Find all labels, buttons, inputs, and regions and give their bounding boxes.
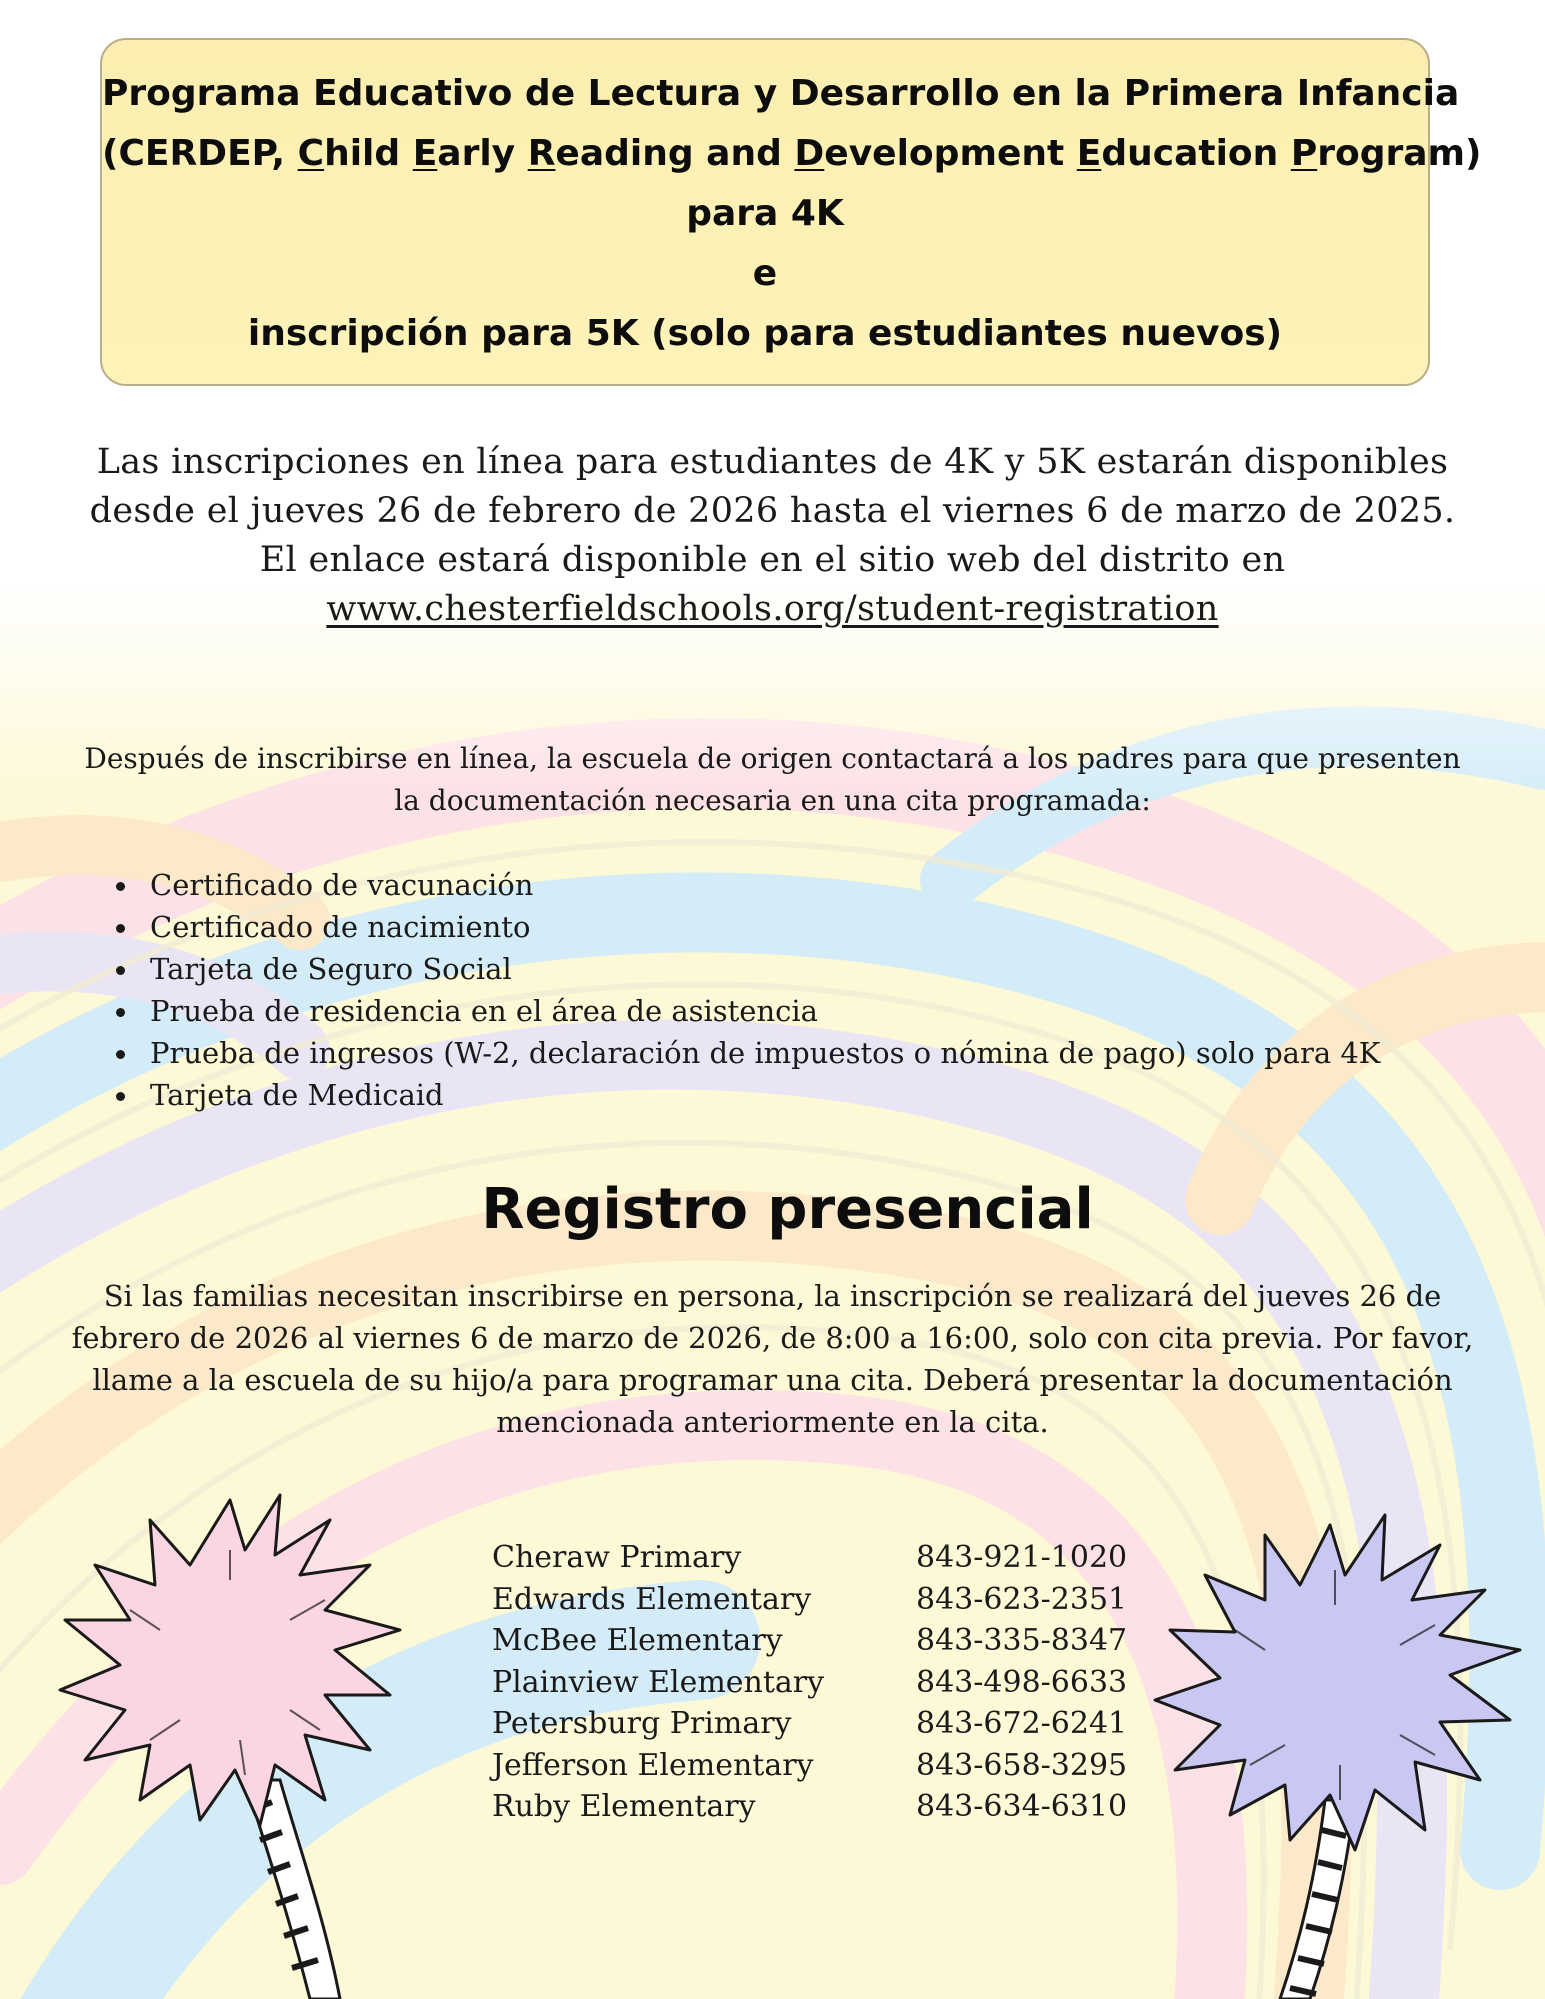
- school-name: Plainview Elementary: [492, 1664, 825, 1700]
- document-list-item: Prueba de residencia en el área de asistencia: [110, 990, 1530, 1032]
- school-phone: 843-498-6633: [916, 1664, 1128, 1700]
- school-row: [492, 1537, 1172, 1579]
- school-phone: 843-335-8347: [916, 1623, 1128, 1658]
- school-name: Cheraw Primary: [492, 1540, 742, 1575]
- acronym-word: [413, 133, 528, 174]
- in-person-paragraph: Si las familias necesitan inscribirse en persona, la inscripción se realizará del jueves 26 de febrero de 2026 al viernes 6 de marzo de 2026, de 8:00 a 16:00, solo con cita previa. Por favor, llame a la escuela de su hijo/a para programar una cita. Deberá presentar la documentación mencionada anteriormente en la cita.: [71, 1279, 1474, 1439]
- school-phone-list: [492, 1537, 1172, 1828]
- acronym-word: [528, 133, 795, 174]
- title-line-1: Programa Educativo de Lectura y Desarrollo en la Primera Infancia: [102, 73, 1460, 114]
- in-person-heading: Registro presencial: [481, 1177, 1094, 1242]
- school-row: [492, 1579, 1172, 1621]
- acronym-initial: R: [527, 133, 556, 174]
- acronym-word-rest: rogram): [1317, 133, 1482, 174]
- after-registration-paragraph: Después de inscribirse en línea, la escuela de origen contactará a los padres para que presenten la documentación necesaria en una cita programada:: [84, 742, 1461, 817]
- document-list-item: Tarjeta de Seguro Social: [110, 948, 1530, 990]
- acronym-word-rest: ducation: [1101, 133, 1291, 174]
- lavender-truffula-tree-illustration: [1150, 1500, 1545, 1999]
- acronym-word-rest: eading and: [555, 133, 795, 174]
- acronym-initial: D: [794, 133, 825, 174]
- title-line-2: [102, 124, 1482, 184]
- school-name: Edwards Elementary: [492, 1581, 812, 1617]
- program-title-box: [100, 38, 1482, 386]
- school-row: [492, 1786, 1172, 1828]
- school-phone: 843-921-1020: [916, 1540, 1128, 1575]
- required-documents-list: [110, 864, 1530, 1116]
- school-name: Petersburg Primary: [492, 1706, 792, 1741]
- acronym-word-rest: hild: [324, 133, 413, 174]
- pink-truffula-tree-illustration: [40, 1480, 420, 1999]
- document-list-item: Certificado de nacimiento: [110, 906, 1530, 948]
- online-registration-text: Las inscripciones en línea para estudiantes de 4K y 5K estarán disponibles desde el jueves 26 de febrero de 2026 hasta el viernes 6 de marzo de 2025. El enlace estará disponible en el sitio web del distrito en: [89, 442, 1456, 580]
- registration-link[interactable]: www.chesterfieldschools.org/student-registration: [326, 589, 1219, 629]
- acronym-word: [1077, 133, 1291, 174]
- school-name: Jefferson Elementary: [492, 1747, 814, 1783]
- school-phone: 843-672-6241: [916, 1706, 1128, 1741]
- online-registration-paragraph: [70, 438, 1475, 634]
- title-line-4: e: [752, 253, 778, 294]
- acronym-word-rest: evelopment: [824, 133, 1077, 174]
- acronym-word: [1291, 133, 1482, 174]
- document-list-item: Tarjeta de Medicaid: [110, 1074, 1530, 1116]
- school-phone: 843-634-6310: [916, 1789, 1128, 1824]
- acronym-initial: P: [1290, 133, 1318, 174]
- school-row: [492, 1620, 1172, 1662]
- school-phone: 843-658-3295: [916, 1747, 1128, 1783]
- school-name: McBee Elementary: [492, 1623, 783, 1658]
- school-phone: 843-623-2351: [916, 1581, 1128, 1617]
- school-name: Ruby Elementary: [492, 1789, 756, 1824]
- school-row: [492, 1745, 1172, 1787]
- acronym-word: [794, 133, 1076, 174]
- acronym-initial: E: [1076, 133, 1102, 174]
- school-row: [492, 1662, 1172, 1704]
- document-list-item: Certificado de vacunación: [110, 864, 1530, 906]
- acronym-initial: E: [412, 133, 438, 174]
- title-line-3: para 4K: [686, 193, 844, 234]
- acronym-word: [298, 133, 413, 174]
- acronym-word-rest: arly: [437, 133, 528, 174]
- school-row: [492, 1703, 1172, 1745]
- title-line-2-prefix: (CERDEP,: [102, 133, 298, 174]
- acronym-expansion: [298, 133, 1482, 174]
- document-list-item: Prueba de ingresos (W-2, declaración de impuestos o nómina de pago) solo para 4K: [110, 1032, 1530, 1074]
- title-line-5: inscripción para 5K (solo para estudiantes nuevos): [247, 313, 1283, 354]
- acronym-initial: C: [297, 133, 325, 174]
